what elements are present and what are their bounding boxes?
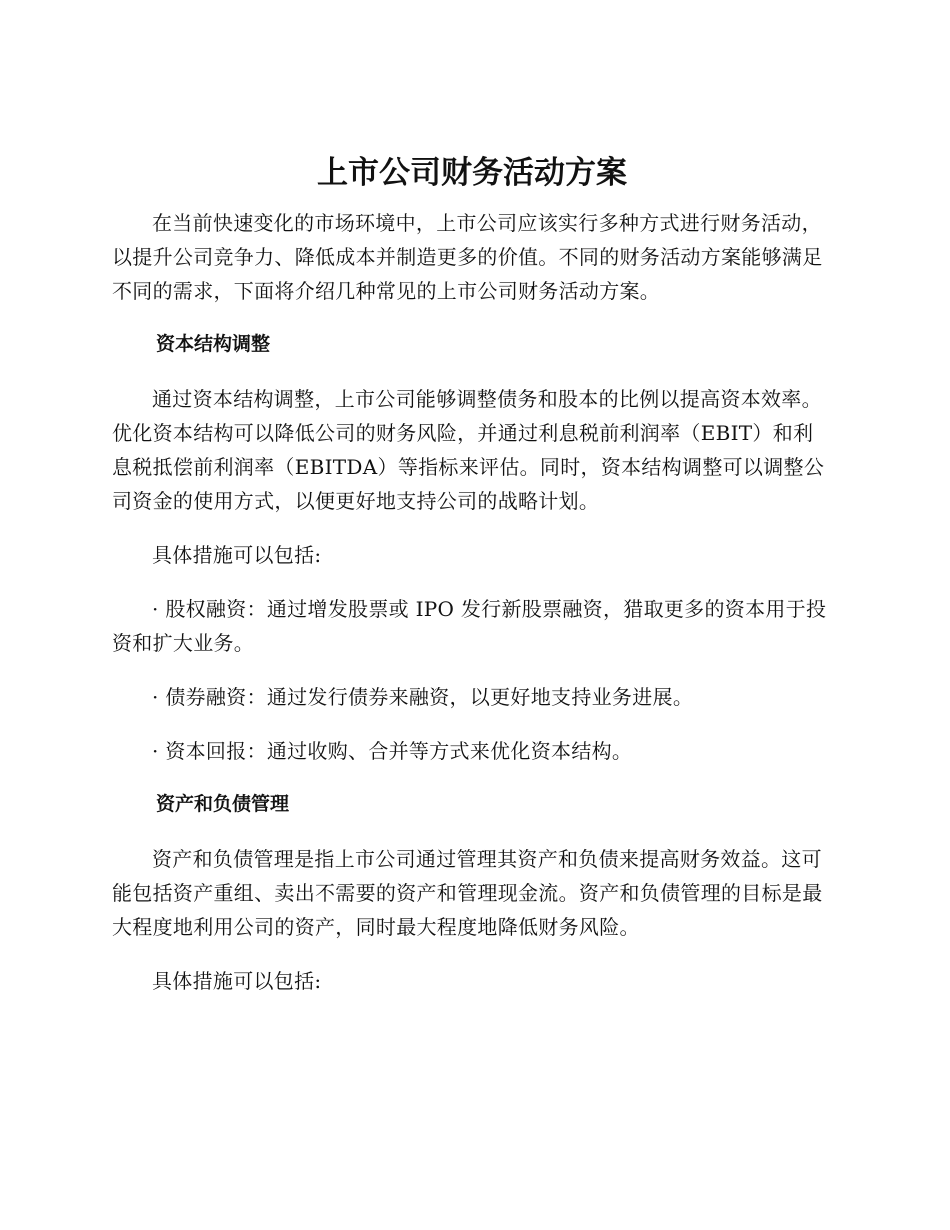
capital-structure-paragraph: 通过资本结构调整，上市公司能够调整债务和股本的比例以提高资本效率。优化资本结构可以降低公司的财务风险，并通过利息税前利润率（EBIT）和利息税抵偿前利润率（EBITDA）等指标来评估。同时，资本结构调整可以调整公司资金的使用方式，以便更好地支持公司的战略计划。 [112, 387, 825, 513]
intro-paragraph: 在当前快速变化的市场环境中，上市公司应该实行多种方式进行财务活动，以提升公司竞争力、降低成本并制造更多的价值。不同的财务活动方案能够满足不同的需求，下面将介绍几种常见的上市公司财务活动方案。 [112, 211, 823, 303]
document-content [112, 150, 832, 1018]
section-heading-asset-liability: 资产和负债管理 [156, 793, 290, 815]
section-heading-capital-structure: 资本结构调整 [156, 333, 271, 355]
asset-liability-measures-label: 具体措施可以包括: [152, 969, 322, 993]
bullet-bond-financing: · 债券融资：通过发行债券来融资，以更好地支持业务进展。 [152, 685, 694, 709]
capital-structure-measures-label: 具体措施可以包括: [152, 543, 322, 567]
bullet-capital-return: · 资本回报：通过收购、合并等方式来优化资本结构。 [152, 739, 633, 763]
bullet-equity-financing: · 股权融资：通过增发股票或 IPO 发行新股票融资，猎取更多的资本用于投资和扩大业务。 [112, 597, 827, 655]
document-title: 上市公司财务活动方案 [317, 155, 627, 191]
asset-liability-paragraph: 资产和负债管理是指上市公司通过管理其资产和负债来提高财务效益。这可能包括资产重组、卖出不需要的资产和管理现金流。资产和负债管理的目标是最大程度地利用公司的资产，同时最大程度地降低财务风险。 [112, 847, 823, 939]
